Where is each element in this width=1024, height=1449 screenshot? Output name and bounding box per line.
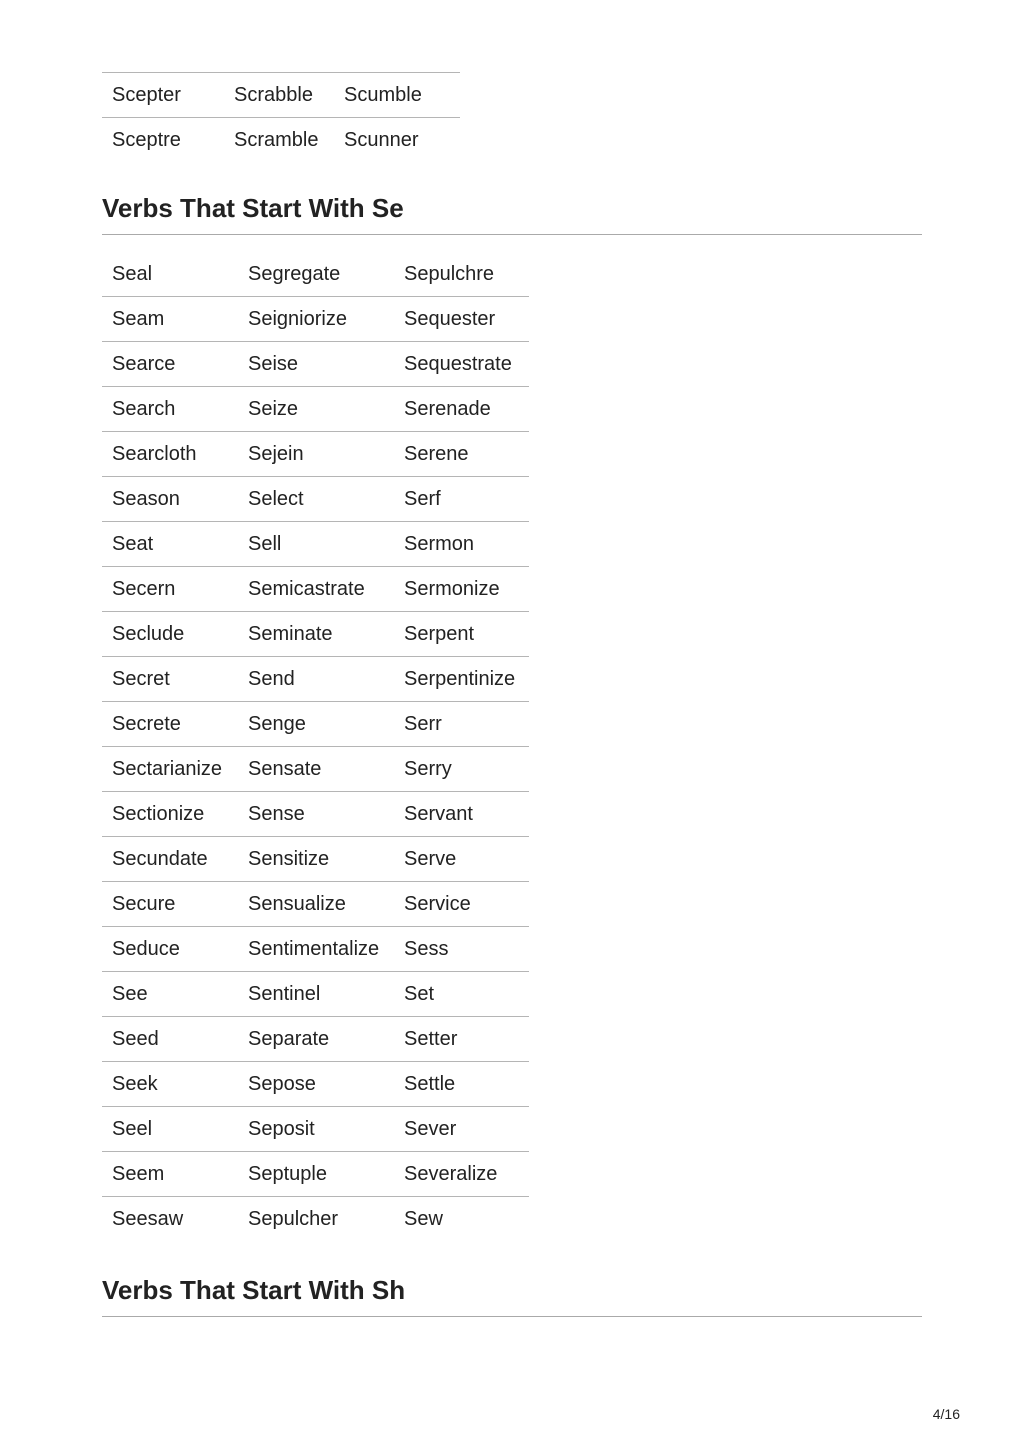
table-cell: Sentimentalize — [238, 927, 394, 972]
table-cell: Sepose — [238, 1062, 394, 1107]
table-cell: Season — [102, 477, 238, 522]
table-row — [102, 477, 529, 522]
table-row — [102, 882, 529, 927]
table-cell: Seat — [102, 522, 238, 567]
table-cell: Serr — [394, 702, 529, 747]
table-cell: Searce — [102, 342, 238, 387]
table-row — [102, 297, 529, 342]
table-cell: Sectarianize — [102, 747, 238, 792]
table-cell: Sess — [394, 927, 529, 972]
table-cell: Sermonize — [394, 567, 529, 612]
table-row — [102, 73, 460, 118]
table-cell: Separate — [238, 1017, 394, 1062]
table-row — [102, 1107, 529, 1152]
table-cell: Sectionize — [102, 792, 238, 837]
table-cell: Sequestrate — [394, 342, 529, 387]
table-cell: Searcloth — [102, 432, 238, 477]
table-cell: Servant — [394, 792, 529, 837]
table-cell: Seise — [238, 342, 394, 387]
table-row — [102, 118, 460, 163]
table-cell: Semicastrate — [238, 567, 394, 612]
table-row — [102, 657, 529, 702]
table-cell: Sepulchre — [394, 252, 529, 297]
table-cell: Seize — [238, 387, 394, 432]
verbs-sc-table — [102, 72, 460, 162]
table-cell: Select — [238, 477, 394, 522]
table-cell: Sensualize — [238, 882, 394, 927]
table-cell: Service — [394, 882, 529, 927]
table-cell: Segregate — [238, 252, 394, 297]
table-cell: Secure — [102, 882, 238, 927]
table-cell: Send — [238, 657, 394, 702]
table-cell: Seposit — [238, 1107, 394, 1152]
section-heading-sh: Verbs That Start With Sh — [102, 1274, 922, 1317]
table-cell: Seminate — [238, 612, 394, 657]
table-cell: Search — [102, 387, 238, 432]
table-cell: Sew — [404, 1207, 443, 1230]
table-cell: Sensate — [238, 747, 394, 792]
page-number: 4/16 — [932, 1406, 960, 1422]
table-cell: Seal — [102, 252, 238, 297]
table-cell: Setter — [394, 1017, 529, 1062]
table-row — [102, 792, 529, 837]
table-cell: Serve — [394, 837, 529, 882]
section-heading-se: Verbs That Start With Se — [102, 192, 922, 235]
table-cell: See — [102, 972, 238, 1017]
table-row — [102, 567, 529, 612]
table-cell: Septuple — [238, 1152, 394, 1197]
table-row — [102, 1062, 529, 1107]
table-row — [102, 1197, 529, 1242]
table-row — [102, 612, 529, 657]
table-cell: Sequester — [394, 297, 529, 342]
table-cell: Seam — [102, 297, 238, 342]
table-cell: Secrete — [102, 702, 238, 747]
table-cell: Serenade — [394, 387, 529, 432]
table-cell: Seem — [102, 1152, 238, 1197]
table-cell: Seigniorize — [238, 297, 394, 342]
table-cell: Secret — [102, 657, 238, 702]
table-row — [102, 837, 529, 882]
table-row — [102, 747, 529, 792]
table-cell: Severalize — [394, 1152, 529, 1197]
table-cell: Sense — [238, 792, 394, 837]
table-cell: Seel — [102, 1107, 238, 1152]
table-cell: Sentinel — [238, 972, 394, 1017]
table-row — [102, 927, 529, 972]
table-cell: Sermon — [394, 522, 529, 567]
table-row — [102, 1017, 529, 1062]
table-cell: Sejein — [238, 432, 394, 477]
table-cell: Settle — [394, 1062, 529, 1107]
table-cell: Serene — [394, 432, 529, 477]
table-cell: Secundate — [102, 837, 238, 882]
table-row — [102, 387, 529, 432]
table-cell: Secern — [102, 567, 238, 612]
table-row — [102, 1152, 529, 1197]
table-cell: Scepter — [102, 73, 224, 118]
table-cell: Serpentinize — [394, 657, 529, 702]
table-cell: Serpent — [394, 612, 529, 657]
verbs-se-table — [102, 252, 529, 1241]
table-cell: Serf — [394, 477, 529, 522]
table-cell: Seed — [102, 1017, 238, 1062]
table-cell: Sell — [238, 522, 394, 567]
table-row — [102, 972, 529, 1017]
table-row — [102, 522, 529, 567]
table-cell: Serry — [394, 747, 529, 792]
table-cell: Seduce — [102, 927, 238, 972]
verbs-se-table-body — [102, 252, 529, 1241]
table-row — [102, 702, 529, 747]
table-cell: Sceptre — [112, 128, 181, 151]
table-cell: Scunner — [344, 128, 419, 151]
table-cell: Sever — [394, 1107, 529, 1152]
table-cell: Seclude — [102, 612, 238, 657]
table-cell: Scrabble — [224, 73, 334, 118]
table-cell: Seesaw — [112, 1207, 184, 1230]
table-cell: Sepulcher — [248, 1207, 339, 1230]
table-cell: Senge — [238, 702, 394, 747]
table-cell: Sensitize — [238, 837, 394, 882]
table-cell: Set — [394, 972, 529, 1017]
table-cell: Scramble — [234, 128, 319, 151]
table-row — [102, 252, 529, 297]
table-cell: Scumble — [334, 73, 460, 118]
table-row — [102, 432, 529, 477]
table-cell: Seek — [102, 1062, 238, 1107]
table-row — [102, 342, 529, 387]
verbs-sc-table-body — [102, 73, 460, 163]
